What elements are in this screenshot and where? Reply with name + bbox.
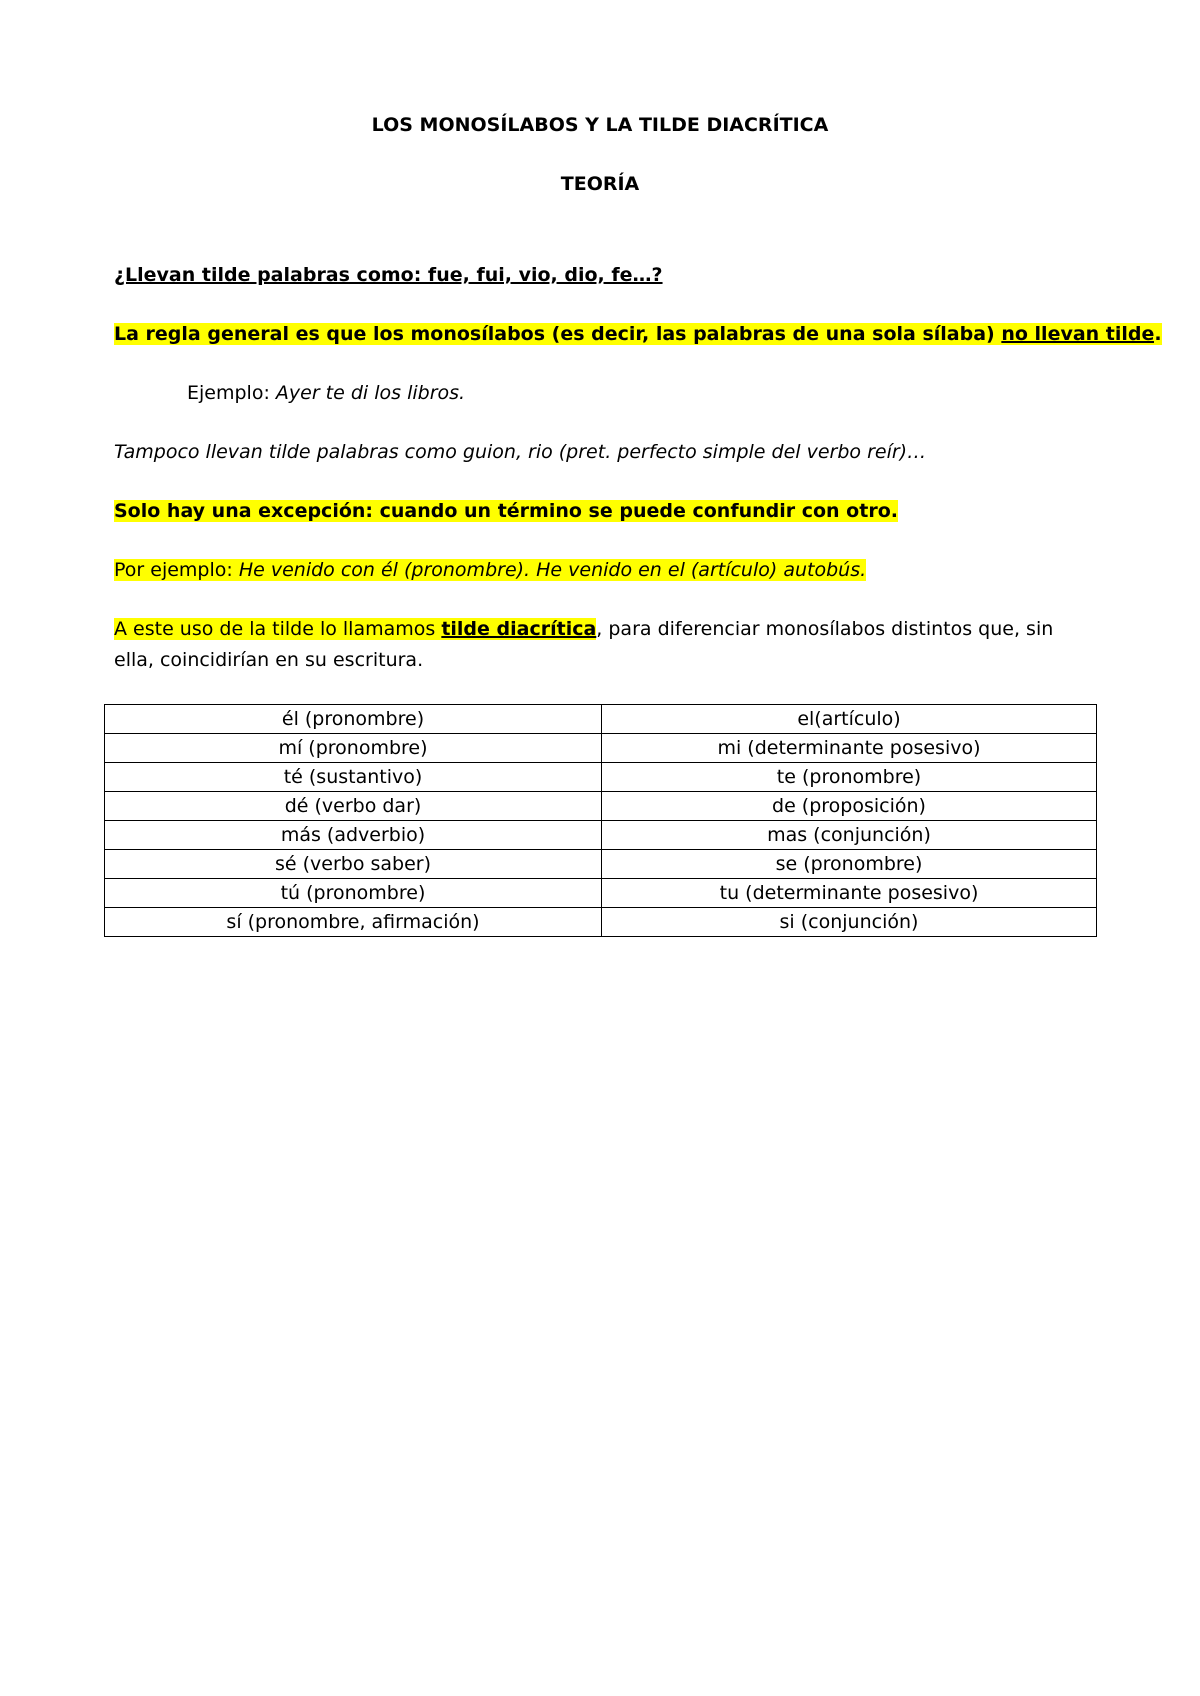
- table-row: [105, 850, 1097, 879]
- uso-paragraph-line2: ella, coincidirían en su escritura.: [114, 649, 424, 671]
- example-1: [187, 378, 1167, 408]
- example-1-text: Ayer te di los libros.: [275, 382, 466, 404]
- uso-paragraph-line1: [114, 614, 1094, 644]
- table-row: [105, 763, 1097, 792]
- rule-end: .: [1154, 323, 1162, 345]
- exception-paragraph: [114, 496, 1094, 526]
- rule-emphasis: no llevan tilde: [1001, 323, 1155, 345]
- table-cell: el(artículo): [602, 705, 1097, 734]
- table-cell: mas (conjunción): [602, 821, 1097, 850]
- table-row: [105, 705, 1097, 734]
- table-row: [105, 908, 1097, 937]
- uso-term: tilde diacrítica: [441, 618, 597, 640]
- question-heading: ¿Llevan tilde palabras como: fue, fui, vio, dio, fe…?: [114, 264, 663, 286]
- document-title: LOS MONOSÍLABOS Y LA TILDE DIACRÍTICA: [371, 114, 829, 136]
- table-cell: té (sustantivo): [105, 763, 602, 792]
- uso-text-end: , para diferenciar monosílabos distintos que, sin: [596, 618, 1054, 640]
- example-2-text: He venido con él (pronombre). He venido en el (artículo) autobús.: [238, 559, 867, 581]
- document-subtitle: TEORÍA: [560, 173, 640, 195]
- uso-text-start: A este uso de la tilde lo llamamos: [114, 618, 442, 640]
- table-cell: si (conjunción): [602, 908, 1097, 937]
- table-cell: sí (pronombre, afirmación): [105, 908, 602, 937]
- exception-text: Solo hay una excepción: cuando un término se puede confundir con otro.: [114, 500, 898, 522]
- table-cell: él (pronombre): [105, 705, 602, 734]
- table-cell: tú (pronombre): [105, 879, 602, 908]
- tampoco-paragraph: Tampoco llevan tilde palabras como guion, rio (pret. perfecto simple del verbo reír)…: [114, 441, 927, 463]
- table-row: [105, 879, 1097, 908]
- example-2-label: Por ejemplo:: [114, 559, 239, 581]
- table-cell: tu (determinante posesivo): [602, 879, 1097, 908]
- example-2: [114, 555, 1094, 585]
- table-cell: sé (verbo saber): [105, 850, 602, 879]
- table-row: [105, 734, 1097, 763]
- table-cell: se (pronombre): [602, 850, 1097, 879]
- table-cell: dé (verbo dar): [105, 792, 602, 821]
- diacritic-table: [104, 704, 1097, 937]
- table-cell: más (adverbio): [105, 821, 602, 850]
- rule-text: La regla general es que los monosílabos (es decir, las palabras de una sola sílaba): [114, 323, 1002, 345]
- table-row: [105, 821, 1097, 850]
- table-cell: mí (pronombre): [105, 734, 602, 763]
- example-1-label: Ejemplo:: [187, 382, 276, 404]
- table-row: [105, 792, 1097, 821]
- table-cell: te (pronombre): [602, 763, 1097, 792]
- table-cell: mi (determinante posesivo): [602, 734, 1097, 763]
- general-rule: [114, 319, 1162, 349]
- table-cell: de (proposición): [602, 792, 1097, 821]
